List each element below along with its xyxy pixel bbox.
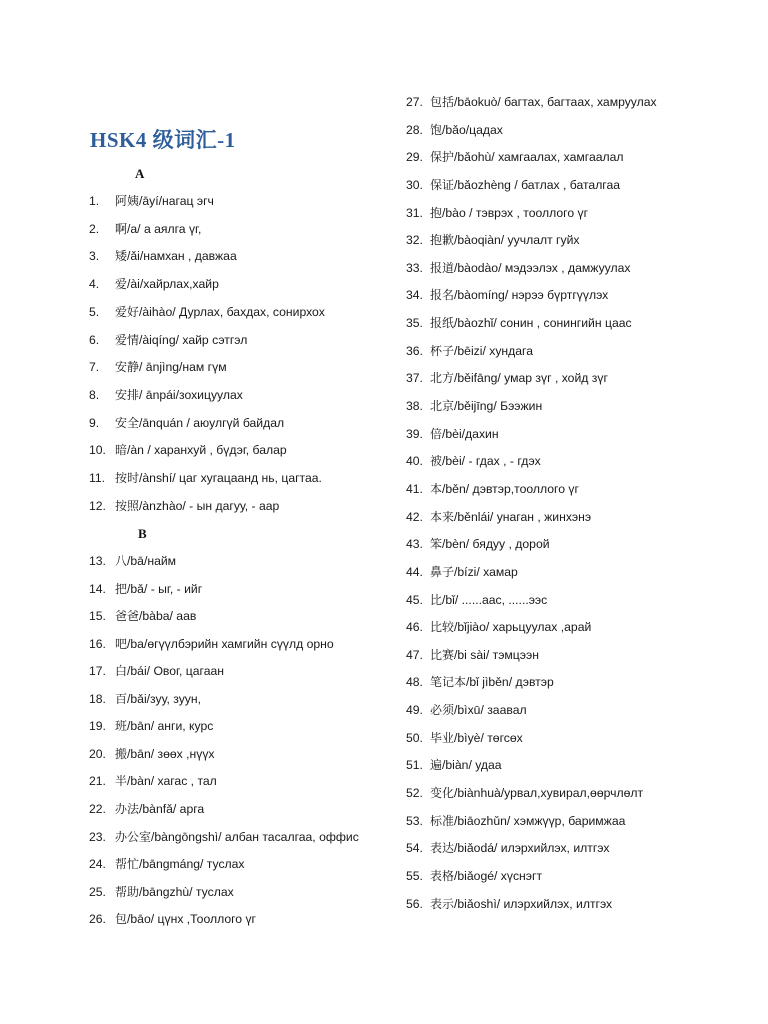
vocab-entry: [89, 829, 359, 845]
entry-definition: /āyí/нагац эгч: [139, 194, 214, 208]
entry-definition: /bàba/ аав: [139, 609, 197, 624]
vocab-entry: [406, 592, 547, 608]
entry-definition: /bàozhǐ/ сонин , сонингийн цаас: [454, 316, 632, 331]
entry-definition: /bàomíng/ нэрээ бүртгүүлэх: [454, 288, 609, 303]
vocab-entry: [89, 718, 213, 734]
vocab-entry: [406, 536, 550, 552]
entry-number: 1.: [89, 194, 100, 208]
vocab-entry: [89, 856, 245, 872]
entry-number: 3.: [89, 249, 100, 264]
vocab-entry: [89, 415, 284, 431]
entry-hanzi: 比: [430, 592, 443, 607]
entry-number: 48.: [406, 675, 423, 690]
entry-number: 21.: [89, 774, 106, 789]
entry-hanzi: 矮: [115, 249, 128, 264]
page-title: HSK4 级词汇-1: [90, 128, 236, 152]
entry-definition: /biǎodá/ илэрхийлэх, илтгэх: [454, 841, 610, 856]
entry-definition: /bān/ зөөх ,нүүх: [127, 746, 215, 761]
entry-hanzi: 帮助: [115, 884, 140, 899]
entry-number: 30.: [406, 177, 423, 192]
entry-hanzi: 保护: [430, 150, 455, 165]
entry-definition: /běijīng/ Бээжин: [454, 399, 543, 414]
vocab-entry: [89, 470, 322, 486]
entry-hanzi: 笔记本: [430, 675, 467, 690]
vocab-entry: [406, 619, 591, 635]
entry-number: 31.: [406, 205, 423, 220]
vocab-entry: [89, 884, 234, 900]
entry-number: 40.: [406, 454, 423, 469]
entry-hanzi: 本: [430, 481, 443, 496]
entry-number: 27.: [406, 95, 423, 109]
vocab-entry: [406, 509, 591, 525]
entry-hanzi: 倍: [430, 426, 443, 441]
entry-definition: /a/ а аялга үг,: [127, 221, 202, 236]
entry-definition: /àihào/ Дурлах, бахдах, сонирхох: [139, 304, 325, 319]
entry-number: 5.: [89, 304, 100, 319]
section-heading-b: B: [138, 526, 147, 541]
entry-number: 55.: [406, 868, 423, 883]
entry-hanzi: 表达: [430, 841, 455, 856]
vocab-entry: [406, 564, 518, 580]
entry-definition: /bǐ/ ......аас, ......ээс: [442, 592, 548, 607]
entry-definition: /ānquán / аюулгүй байдал: [139, 415, 285, 430]
vocab-entry: [89, 801, 204, 817]
vocab-entry: [89, 636, 334, 652]
entry-number: 26.: [89, 912, 106, 927]
vocab-entry: [89, 304, 325, 320]
entry-hanzi: 帮忙: [115, 857, 140, 872]
vocab-entry: [406, 674, 554, 690]
entry-number: 42.: [406, 509, 423, 524]
entry-definition: /bàn/ хагас , тал: [127, 774, 217, 789]
entry-number: 50.: [406, 730, 423, 745]
entry-hanzi: 比较: [430, 620, 455, 635]
entry-definition: /bǎozhèng / батлах , баталгаа: [454, 177, 621, 192]
entry-hanzi: 搬: [115, 746, 128, 761]
entry-hanzi: 杯子: [430, 343, 455, 358]
vocab-entry: [89, 663, 224, 679]
entry-number: 4.: [89, 277, 100, 292]
entry-number: 39.: [406, 426, 423, 441]
vocab-entry: [406, 757, 502, 773]
entry-hanzi: 北京: [430, 399, 455, 414]
vocab-entry: [89, 193, 214, 209]
vocab-entry: [89, 248, 237, 264]
vocab-entry: [406, 702, 527, 718]
entry-definition: /bǐ jìběn/ дэвтэр: [466, 675, 554, 690]
entry-definition: /biǎogé/ хүснэгт: [454, 868, 543, 883]
entry-definition: /bāngzhù/ туслах: [139, 884, 234, 899]
entry-definition: /biāozhǔn/ хэмжүүр, баримжаа: [454, 813, 626, 828]
entry-definition: / ānpái/зохицуулах: [139, 387, 243, 402]
entry-hanzi: 暗: [115, 443, 128, 458]
entry-number: 14.: [89, 581, 106, 596]
entry-number: 46.: [406, 620, 423, 635]
entry-definition: /bàngōngshì/ албан тасалгаа, оффис: [151, 829, 359, 844]
vocab-entry: [406, 896, 612, 912]
vocab-entry: [406, 370, 608, 386]
entry-definition: /běnlái/ унаган , жинхэнэ: [454, 509, 592, 524]
vocab-entry: [406, 426, 499, 442]
entry-number: 20.: [89, 746, 106, 761]
entry-hanzi: 班: [115, 719, 128, 734]
entry-number: 15.: [89, 609, 106, 624]
vocab-entry: [406, 315, 632, 331]
entry-number: 11.: [89, 471, 106, 485]
entry-number: 6.: [89, 332, 100, 347]
entry-definition: /bāngmáng/ туслах: [139, 857, 245, 872]
entry-hanzi: 包括: [430, 95, 455, 109]
entry-hanzi: 爱: [115, 277, 128, 292]
entry-number: 43.: [406, 537, 423, 552]
entry-number: 19.: [89, 719, 106, 734]
entry-hanzi: 比赛: [430, 647, 455, 662]
vocab-entry: [89, 387, 243, 403]
entry-definition: /bèn/ бядуу , дорой: [442, 537, 550, 552]
entry-number: 28.: [406, 122, 423, 137]
entry-hanzi: 变化: [430, 786, 455, 800]
entry-hanzi: 白: [115, 664, 128, 679]
entry-number: 54.: [406, 841, 423, 856]
entry-hanzi: 安全: [115, 415, 140, 430]
section-heading-a: A: [135, 166, 145, 181]
entry-definition: /bǎi/зуу, зуун,: [127, 691, 201, 706]
vocab-entry: [89, 442, 287, 458]
entry-hanzi: 办公室: [115, 829, 152, 844]
entry-definition: /bāokuò/ багтах, багтаах, хамруулах: [454, 95, 657, 109]
entry-definition: /bǎohù/ хамгаалах, хамгаалал: [454, 150, 624, 165]
entry-hanzi: 饱: [430, 122, 443, 137]
entry-number: 16.: [89, 636, 106, 651]
entry-definition: /bànfǎ/ арга: [139, 801, 205, 816]
entry-hanzi: 笨: [430, 537, 443, 552]
vocab-entry: [406, 287, 608, 303]
entry-definition: /bān/ анги, курс: [127, 719, 214, 734]
entry-definition: /bāo/ цүнх ,Тооллого үг: [127, 912, 256, 927]
entry-hanzi: 报纸: [430, 316, 455, 331]
entry-number: 36.: [406, 343, 423, 358]
entry-hanzi: 标准: [430, 813, 455, 828]
entry-number: 38.: [406, 399, 423, 414]
vocab-entry: [406, 453, 541, 469]
vocab-entry: [406, 785, 643, 801]
vocab-entry: [406, 730, 523, 746]
entry-definition: /běn/ дэвтэр,тооллого үг: [442, 481, 579, 496]
entry-definition: /biàn/ удаа: [442, 758, 502, 773]
vocab-entry: [406, 205, 588, 221]
vocab-entry: [89, 498, 279, 514]
entry-hanzi: 必须: [430, 703, 455, 718]
entry-hanzi: 安排: [115, 387, 140, 402]
entry-number: 49.: [406, 703, 423, 718]
entry-hanzi: 遍: [430, 758, 443, 773]
entry-number: 35.: [406, 316, 423, 331]
entry-hanzi: 报道: [430, 260, 455, 275]
vocab-entry: [406, 813, 625, 829]
entry-hanzi: 办法: [115, 801, 140, 816]
entry-hanzi: 爸爸: [115, 609, 140, 624]
entry-definition: /bízi/ хамар: [454, 564, 518, 579]
entry-number: 24.: [89, 857, 106, 872]
entry-number: 12.: [89, 498, 106, 513]
entry-hanzi: 安静: [115, 360, 140, 375]
entry-hanzi: 啊: [115, 221, 128, 236]
entry-hanzi: 爱情: [115, 332, 140, 347]
entry-definition: / ānjìng/нам гүм: [139, 360, 227, 375]
entry-hanzi: 抱歉: [430, 233, 455, 248]
entry-hanzi: 本来: [430, 509, 455, 524]
entry-hanzi: 爱好: [115, 304, 140, 319]
entry-definition: /àiqíng/ хайр сэтгэл: [139, 332, 248, 347]
entry-definition: /bēizi/ хундага: [454, 343, 534, 358]
entry-definition: /bā/найм: [127, 554, 177, 568]
vocab-entry: [89, 221, 201, 237]
entry-hanzi: 包: [115, 912, 128, 927]
vocab-entry: [406, 398, 542, 414]
entry-definition: /ài/хайрлах,хайр: [127, 277, 219, 292]
entry-hanzi: 吧: [115, 636, 128, 651]
entry-number: 13.: [89, 554, 106, 568]
entry-number: 51.: [406, 758, 423, 773]
entry-hanzi: 表格: [430, 868, 455, 883]
vocab-entry: [406, 868, 542, 884]
vocab-entry: [406, 647, 539, 663]
entry-hanzi: 北方: [430, 371, 455, 386]
entry-definition: /bìxū/ заавал: [454, 703, 527, 718]
entry-number: 45.: [406, 592, 423, 607]
entry-number: 25.: [89, 884, 106, 899]
vocab-entry: [406, 481, 579, 497]
entry-hanzi: 按照: [115, 498, 140, 513]
entry-definition: /biànhuà/урвал,хувирал,өөрчлөлт: [454, 786, 644, 800]
vocab-entry: [406, 260, 631, 276]
entry-hanzi: 按时: [115, 471, 140, 485]
entry-hanzi: 保证: [430, 177, 455, 192]
entry-definition: /ànshí/ цаг хугацаанд нь, цагтаа.: [139, 471, 322, 485]
vocab-entry: [89, 581, 202, 597]
vocab-entry: [89, 359, 227, 375]
entry-definition: /ànzhào/ - ын дагуу, - аар: [139, 498, 280, 513]
entry-number: 34.: [406, 288, 423, 303]
entry-number: 23.: [89, 829, 106, 844]
entry-number: 52.: [406, 786, 423, 800]
vocab-entry: [89, 608, 196, 624]
entry-definition: /bàoqiàn/ уучлалт гуйх: [454, 233, 580, 248]
vocab-entry: [406, 94, 657, 110]
entry-definition: /àn / харанхуй , бүдэг, балар: [127, 443, 287, 458]
vocab-entry: [89, 332, 247, 348]
entry-number: 41.: [406, 481, 423, 496]
entry-number: 2.: [89, 221, 100, 236]
entry-definition: /ǎi/намхан , давжаа: [127, 249, 237, 264]
vocab-entry: [406, 122, 503, 138]
entry-hanzi: 鼻子: [430, 564, 455, 579]
entry-definition: /bào / тэврэх , тооллого үг: [442, 205, 589, 220]
entry-number: 37.: [406, 371, 423, 386]
entry-number: 18.: [89, 691, 106, 706]
vocab-entry: [406, 177, 620, 193]
entry-definition: /bi sài/ тэмцээн: [454, 647, 539, 662]
entry-hanzi: 毕业: [430, 730, 455, 745]
entry-number: 17.: [89, 664, 106, 679]
vocab-entry: [406, 149, 624, 165]
entry-definition: /bái/ Овог, цагаан: [127, 664, 224, 679]
vocab-entry: [406, 840, 609, 856]
entry-definition: /ba/өгүүлбэрийн хамгийн сүүлд орно: [127, 636, 334, 651]
entry-definition: /bìyè/ төгсөх: [454, 730, 523, 745]
vocab-entry: [89, 691, 201, 707]
entry-definition: /běifāng/ умар зүг , хойд зүг: [454, 371, 608, 386]
vocab-entry: [89, 746, 215, 762]
entry-definition: /bǎo/цадах: [442, 122, 503, 137]
entry-number: 53.: [406, 813, 423, 828]
entry-definition: /bèi/ - гдах , - гдэх: [442, 454, 541, 469]
entry-definition: /bǎ/ - ыг, - ийг: [127, 581, 203, 596]
entry-number: 29.: [406, 150, 423, 165]
entry-hanzi: 报名: [430, 288, 455, 303]
entry-number: 33.: [406, 260, 423, 275]
entry-number: 7.: [89, 360, 100, 375]
entry-number: 10.: [89, 443, 106, 458]
entry-hanzi: 阿姨: [115, 194, 140, 208]
entry-hanzi: 抱: [430, 205, 443, 220]
entry-number: 44.: [406, 564, 423, 579]
entry-number: 32.: [406, 233, 423, 248]
entry-hanzi: 表示: [430, 896, 455, 911]
entry-definition: /bèi/дахин: [442, 426, 499, 441]
entry-hanzi: 半: [115, 774, 128, 789]
vocab-entry: [89, 911, 256, 927]
entry-definition: /bàodào/ мэдээлэх , дамжуулах: [454, 260, 631, 275]
vocab-entry: [406, 232, 580, 248]
entry-definition: /bǐjiào/ харьцуулах ,арай: [454, 620, 592, 635]
entry-number: 22.: [89, 801, 106, 816]
vocab-entry: [89, 773, 217, 789]
entry-number: 47.: [406, 647, 423, 662]
entry-hanzi: 被: [430, 454, 443, 469]
entry-hanzi: 八: [115, 554, 128, 568]
entry-number: 56.: [406, 896, 423, 911]
entry-number: 9.: [89, 415, 100, 430]
vocab-entry: [406, 343, 533, 359]
vocab-entry: [89, 553, 176, 569]
entry-number: 8.: [89, 387, 100, 402]
vocab-entry: [89, 276, 219, 292]
entry-definition: /biǎoshì/ илэрхийлэх, илтгэх: [454, 896, 613, 911]
entry-hanzi: 百: [115, 691, 128, 706]
entry-hanzi: 把: [115, 581, 128, 596]
